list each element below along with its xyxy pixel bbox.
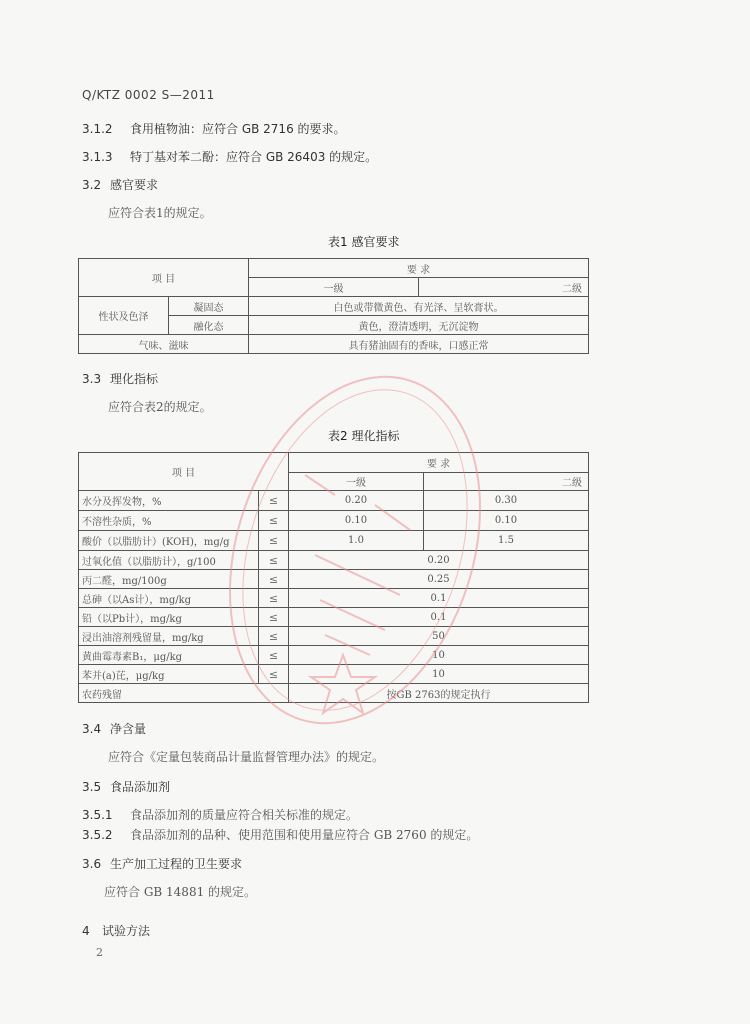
table2-item-malondialdehyde: 丙二醛，mg/100g [79,570,259,589]
table1-odor-value: 具有猪油固有的香味，口感正常 [249,335,589,354]
table2-value: 10 [289,646,589,665]
table2-item-lead: 铅（以Pb计），mg/kg [79,608,259,627]
table2-item-solvent-residue: 浸出油溶剂残留量，mg/kg [79,627,259,646]
table2-grade1-value: 1.0 [289,531,424,551]
section-number: 3.4 [82,722,102,736]
table2-head-item: 项 目 [79,453,289,491]
table2-grade2-value: 1.5 [424,531,589,551]
clause-3-1-2 [82,120,346,137]
table2-item-peroxide: 过氧化值（以脂肪计），g/100 [79,551,259,570]
table2-head-grade2: 二级 [424,473,589,491]
leq-symbol: ≤ [259,665,289,684]
section-4-heading [82,922,150,939]
section-title: 感官要求 [110,178,159,192]
table2-caption: 表2 理化指标 [328,429,400,443]
section-title: 理化指标 [110,372,159,386]
section-3-3-heading [82,370,158,387]
table2-item-arsenic: 总砷（以As计），mg/kg [79,589,259,608]
table2-item-pesticide: 农药残留 [79,684,289,703]
section-3-2-body: 应符合表1的规定。 [108,206,212,220]
clause-number: 3.5.1 [82,808,113,822]
section-title: 生产加工过程的卫生要求 [110,857,243,871]
table2-item-aflatoxin: 黄曲霉毒素B₁，μg/kg [79,646,259,665]
table2-item-benzopyrene: 苯并(a)芘，μg/kg [79,665,259,684]
table1-odor-label: 气味、滋味 [79,335,249,354]
page-number: 2 [96,946,103,959]
clause-text: 食用植物油：应符合 GB 2716 的要求。 [130,122,346,136]
section-title: 食品添加剂 [110,780,171,794]
section-number: 3.3 [82,372,102,386]
clause-text: 食品添加剂的品种、使用范围和使用量应符合 GB 2760 的规定。 [130,828,479,842]
section-number: 4 [82,924,90,938]
section-3-2-heading [82,176,158,193]
clause-3-5-1 [82,806,358,823]
section-3-3-body: 应符合表2的规定。 [108,400,212,414]
table1-head-grade1: 一级 [249,278,419,297]
leq-symbol: ≤ [259,627,289,646]
table2-value: 0.1 [289,608,589,627]
leq-symbol: ≤ [259,511,289,531]
table2-value: 按GB 2763的规定执行 [289,684,589,703]
section-3-6-heading [82,855,242,872]
table1-sub-label: 融化态 [169,316,249,335]
clause-text: 食品添加剂的质量应符合相关标准的规定。 [130,808,359,822]
leq-symbol: ≤ [259,570,289,589]
table1-value: 白色或带微黄色、有光泽、呈软膏状。 [249,297,589,316]
section-number: 3.5 [82,780,102,794]
table2-value: 0.1 [289,589,589,608]
leq-symbol: ≤ [259,608,289,627]
table2-grade1-value: 0.20 [289,491,424,511]
leq-symbol: ≤ [259,589,289,608]
section-number: 3.6 [82,857,102,871]
table2-value: 50 [289,627,589,646]
clause-number: 3.1.2 [82,122,113,136]
section-title: 净含量 [110,722,147,736]
section-3-4-body: 应符合《定量包装商品计量监督管理办法》的规定。 [108,750,385,764]
table2-value: 10 [289,665,589,684]
section-3-4-heading [82,720,146,737]
table2-item-moisture: 水分及挥发物，% [79,491,259,511]
table2-head-requirement: 要 求 [289,453,589,473]
table2-grade2-value: 0.10 [424,511,589,531]
section-number: 3.2 [82,178,102,192]
clause-3-1-3 [82,148,377,165]
section-3-6-body: 应符合 GB 14881 的规定。 [104,885,257,899]
clause-3-5-2 [82,826,478,843]
table2-value: 0.20 [289,551,589,570]
table2-value: 0.25 [289,570,589,589]
clause-text: 特丁基对苯二酚：应符合 GB 26403 的规定。 [130,150,378,164]
table2-item-impurities: 不溶性杂质，% [79,511,259,531]
table2-grade2-value: 0.30 [424,491,589,511]
table1-head-grade2: 二级 [419,278,589,297]
table1-caption: 表1 感官要求 [328,235,400,249]
leq-symbol: ≤ [259,491,289,511]
document-header: Q/KTZ 0002 S—2011 [82,88,215,102]
table2-grade1-value: 0.10 [289,511,424,531]
table1-group-label: 性状及色泽 [79,297,169,335]
leq-symbol: ≤ [259,531,289,551]
table1-value: 黄色，澄清透明，无沉淀物 [249,316,589,335]
section-title: 试验方法 [102,924,151,938]
table-sensory-requirements [78,258,589,354]
clause-number: 3.5.2 [82,828,113,842]
table2-item-acid-value: 酸价（以脂肪计）(KOH)，mg/g [79,531,259,551]
table1-head-item: 项 目 [79,259,249,297]
clause-number: 3.1.3 [82,150,113,164]
table2-head-grade1: 一级 [289,473,424,491]
leq-symbol: ≤ [259,551,289,570]
table1-head-requirement: 要 求 [249,259,589,278]
table1-sub-label: 凝固态 [169,297,249,316]
section-3-5-heading [82,778,170,795]
table-physicochemical-indicators [78,452,589,703]
leq-symbol: ≤ [259,646,289,665]
